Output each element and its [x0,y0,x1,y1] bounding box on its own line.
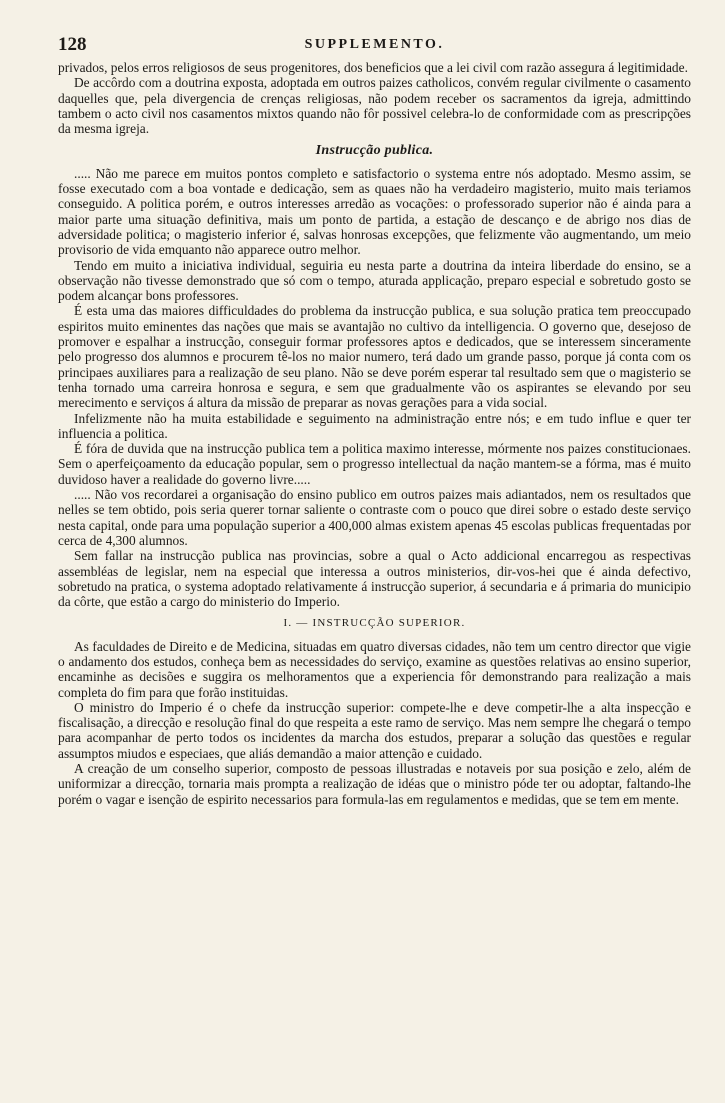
paragraph: ..... Não vos recordarei a organisação do ensino publico em outros paizes mais adiantados, nem os resultados que nelles se tem obtido, pois seria querer tornar saliente o contraste com o pouco que direi sobre o estado deste serviço nesta capital, onde para uma população superior a 400,000 almas existem apenas 45 escolas publicas frequentadas por cerca de 4,300 alumnos. [58,487,691,548]
subsection-heading-instruccao-superior: I. — INSTRUCÇÃO SUPERIOR. [283,617,466,630]
paragraph-civil-marriage: De accôrdo com a doutrina exposta, adoptada em outros paizes catholicos, convém regular civilmente o casamento daquelles que, pela divergencia de crenças religiosas, não podem receber os sacramentos da igreja, admittindo tambem o acto civil nos casamentos mixtos quando não fôr possivel celebra-lo de conformidade com as prescripções da mesma igreja. [58,75,691,137]
paragraph: É fóra de duvida que na instrucção publica tem a politica maximo interesse, mórmente nos paizes constitucionaes. Sem o aperfeiçoamento da educação popular, sem o progresso intellectual da nação mantem-se a fórma, mas é muito duvidoso haver a realidade do governo livre..... [58,441,691,487]
paragraph: Infelizmente não ha muita estabilidade e seguimento na administração entre nós; e em tudo influe e quer ter influencia a politica. [58,410,691,441]
paragraph: Sem fallar na instrucção publica nas provincias, sobre a qual o Acto addicional encarregou as respectivas assembléas de legislar, nem na especial que interessa a outros ministerios, dir-vos-hei que é ainda defectivo, sobretudo na pratica, o systema adoptado relativamente á instrucção superior, á secundaria e á primaria do municipio da côrte, que estão a cargo do ministerio do Imperio. [58,548,691,610]
running-header [58,34,691,60]
paragraph-continuation: privados, pelos erros religiosos de seus progenitores, dos beneficios que a lei civil com razão assegura á legitimidade. [58,60,688,75]
page-number: 128 [58,34,87,55]
body-text [58,60,691,807]
paragraph: Tendo em muito a iniciativa individual, seguiria eu nesta parte a doutrina da inteira liberdade do ensino, se a observação não tivesse demonstrado que só com o tempo, aturada applicação, preparo especial e sobretudo gosto se podem alcançar bons professores. [58,257,691,304]
paragraph: É esta uma das maiores difficuldades do problema da instrucção publica, e sua solução pratica tem preoccupado espiritos muito eminentes das nações que mais se avantajão no cultivo da intelligencia. O governo que, desejoso de promover e espalhar a instrucção, conseguir formar professores aptos e dedicados, que se interessem sinceramente pelo progresso dos alumnos e procurem tê-los no maior numero, terá dado um grande passo, porque já conta com os principaes auxiliares para a realização de seu plano. Não se deve porém esperar tal resultado sem que o magisterio se tenha tornado uma carreira honrosa e segura, e sem que gradualmente vão os aspirantes se elevando por seu merecimento e serviços á altura da missão de preparar as novas gerações para a vida social. [58,303,691,411]
section-heading-instruccao-publica: Instrucção publica. [315,143,434,159]
paragraph: ..... Não me parece em muitos pontos completo e satisfactorio o systema entre nós adoptado. Mesmo assim, se fosse executado com a boa vontade e dedicação, sem as quaes não ha verdadeiro magisterio, muito mais teriamos conseguido. A politica porém, e outros interesses arredão as vocações: o professorado superior não é ainda para a maior parte uma situação definitiva, mais um ponto de partida, a estação de descanço e de abrigo nos dias de adversidade politica; o magisterio inferior é, salvas honrosas excepções, que felizmente vão augmentando, um meio provisorio de vida emquanto não apparece outro melhor. [58,165,691,258]
running-title: SUPPLEMENTO. [304,37,445,52]
paragraph: O ministro do Imperio é o chefe da instrucção superior: compete-lhe e deve competir-lhe a alta inspecção e fiscalisação, a direcção e resolução final do que respeita a este ramo de serviço. Mas nem sempre lhe chegará o tempo para acompanhar de perto todos os incidentes da marcha dos estudos, preparar a solução das questões e regular assumptos miudos e especiaes, que aliás demandão a maior attenção e cuidado. [58,699,691,761]
paragraph: A creação de um conselho superior, composto de pessoas illustradas e notaveis por sua posição e zelo, além de uniformizar a direcção, tornaria mais prompta a realização de idéas que o ministro póde ter ou adoptar, faltando-lhe porém o vagar e isenção de espirito necessarios para formula-las em regulamentos e medidas, que se tem em mente. [58,761,691,807]
paragraph: As faculdades de Direito e de Medicina, situadas em quatro diversas cidades, não tem um centro director que vigie o andamento dos estudos, conheça bem as necessidades do serviço, examine as questões relativas ao ensino superior, encaminhe as decisões e suggira os melhoramentos que a experiencia fôr demonstrando para realização a mais completa do fim para que forão instituidas. [58,638,691,700]
